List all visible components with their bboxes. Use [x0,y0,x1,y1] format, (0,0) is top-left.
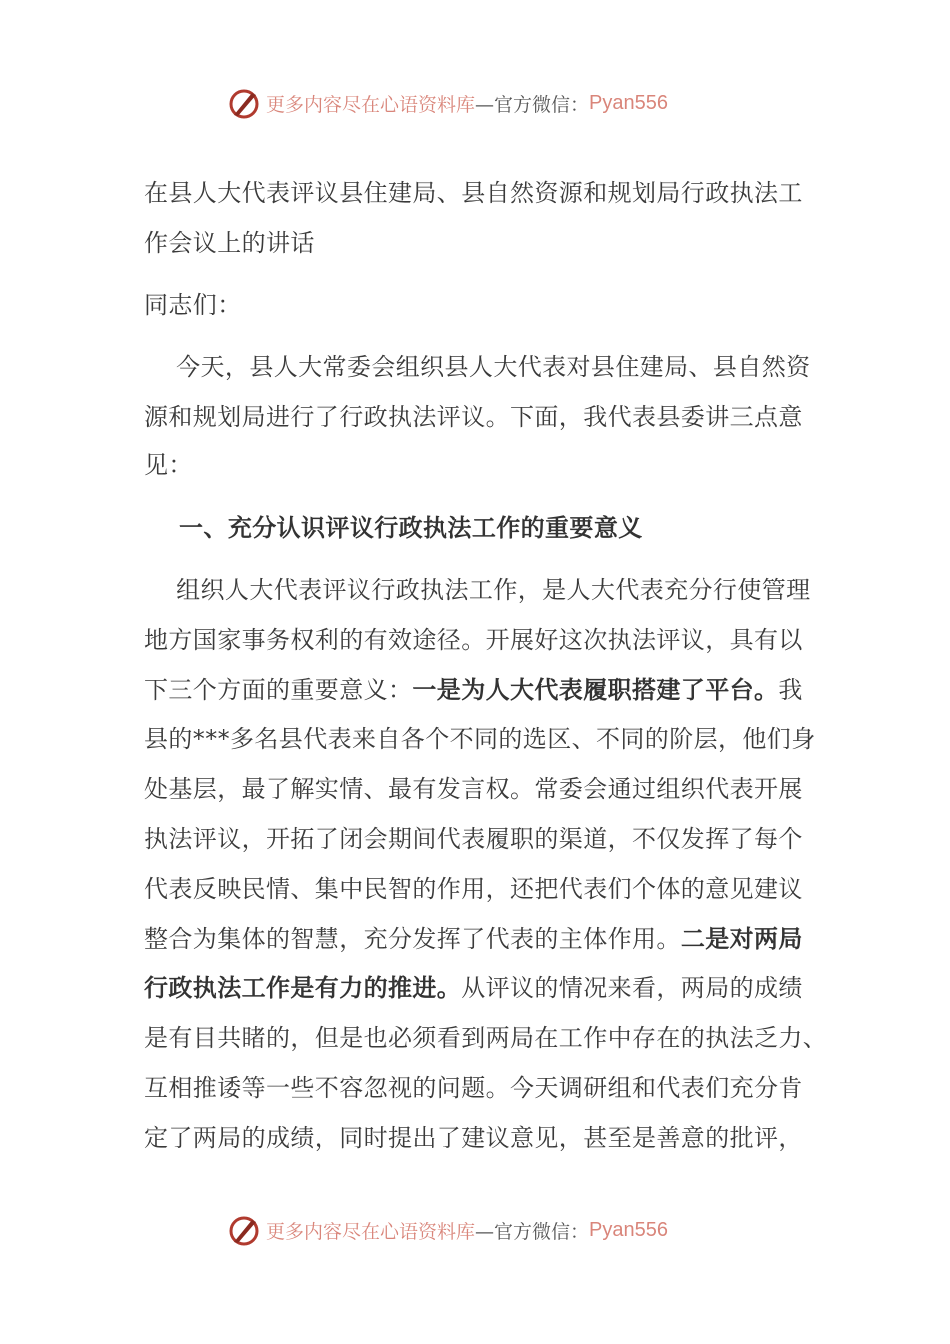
text-line [144,1123,803,1153]
banner-text: 更多内容尽在心语资料库 [266,93,476,116]
text-line [144,824,803,854]
text-line [144,1073,803,1103]
text: 组织人大代表评议行政执法工作，是人大代表充分行使管理 [144,576,811,604]
text-line [144,625,803,655]
text: 地方国家事务权利的有效途径。开展好这次执法评议，具有以 [144,625,803,654]
text-line [144,1023,827,1053]
text: 源和规划局进行了行政执法评议。下面，我代表县委讲三点意 [144,403,803,431]
text: 今天，县人大常委会组织县人大代表对县住建局、县自然资 [144,353,811,381]
text-line [144,402,803,432]
text: 定了两局的成绩，同时提出了建议意见，甚至是善意的批评， [144,1123,803,1152]
text-line [144,290,242,320]
document-title-line [144,178,803,208]
text: 执法评议，开拓了闭会期间代表履职的渠道，不仅发挥了每个 [144,825,803,853]
text-line [144,924,803,954]
text: 县的***多名县代表来自各个不同的选区、不同的阶层，他们身 [144,725,816,754]
bold-text: 一是为人大代表履职搭建了平台。 [412,675,779,704]
bold-text: 行政执法工作是有力的推进。 [144,974,462,1003]
quill-logo-icon [226,85,262,121]
text-line [144,675,803,705]
text: 代表反映民情、集中民智的作用，还把代表们个体的意见建议 [144,874,803,903]
text: 下三个方面的重要意义： [144,675,413,704]
text: 见： [144,451,193,479]
text: 同志们： [144,291,242,319]
text-line [144,575,811,605]
text-line [144,973,803,1003]
banner-text: 更多内容尽在心语资料库 [266,1220,476,1243]
banner-wechat-id: Pyan556 [589,91,668,114]
text-line [144,450,193,480]
text: 处基层，最了解实情、最有发言权。常委会通过组织代表开展 [144,775,803,804]
text: 我 [778,675,803,704]
text-line [144,874,803,904]
text-line [144,352,811,382]
text: 作会议上的讲话 [144,229,315,257]
footer-banner [226,1210,668,1250]
bold-text: 二是对两局 [680,924,803,953]
banner-wechat-label: —官方微信： [475,93,590,116]
text-line [144,513,643,543]
banner-wechat-label: —官方微信： [475,1220,590,1243]
text: 互相推诿等一些不容忽视的问题。今天调研组和代表们充分肯 [144,1074,803,1102]
bold-text: 一、充分认识评议行政执法工作的重要意义 [144,514,643,542]
text-line [144,724,816,754]
text: 从评议的情况来看，两局的成绩 [461,974,803,1003]
document-title-line [144,228,315,258]
quill-logo-icon [226,1212,262,1248]
text: 整合为集体的智慧，充分发挥了代表的主体作用。 [144,924,681,953]
text-line [144,774,803,804]
text: 在县人大代表评议县住建局、县自然资源和规划局行政执法工 [144,179,803,207]
header-banner [226,83,668,123]
text: 是有目共睹的，但是也必须看到两局在工作中存在的执法乏力、 [144,1024,828,1053]
banner-wechat-id: Pyan556 [589,1218,668,1241]
